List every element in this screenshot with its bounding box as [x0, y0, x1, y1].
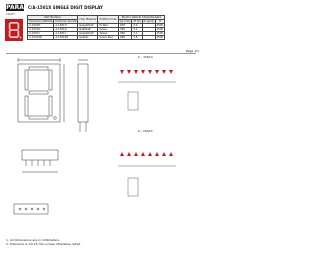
- pin-layout-drawing: [14, 204, 48, 214]
- table-cell: GaP/GaP: [78, 28, 98, 32]
- company-logo: PARA: [6, 4, 24, 11]
- table-cell: [142, 36, 155, 40]
- circuit-diagram-common-anode: [118, 129, 176, 166]
- table-cell: C-1501H: [28, 24, 54, 28]
- table-cell: Super Red: [98, 36, 119, 40]
- table-header-cell: Vf (V): [133, 20, 141, 23]
- table-header-cell: Part Number: [28, 16, 78, 20]
- diode-icon: [134, 70, 138, 74]
- table-cell: 2.1: [132, 32, 142, 36]
- spec-table: [27, 15, 165, 40]
- table-cell: 2.0: [132, 24, 142, 28]
- table-header-cell: Common Anode: [55, 20, 77, 23]
- front-view-drawing: [18, 58, 64, 122]
- table-cell: 565: [119, 28, 132, 32]
- diode-icon: [141, 70, 145, 74]
- table-cell: A-1501SR: [54, 36, 78, 40]
- table-header-cell: λp (nm): [120, 20, 131, 23]
- table-cell: 2000: [156, 24, 164, 27]
- note-line: 2. Tolerance is ±0.25 mm unless otherwise noted.: [6, 242, 82, 246]
- table-cell: Green: [98, 28, 119, 32]
- diode-icon: [127, 152, 131, 156]
- diode-icon: [148, 70, 152, 74]
- table-header-cell: Common Cathode: [29, 20, 53, 23]
- table-cell: 4000: [156, 36, 164, 39]
- table-cell: GaAsP/GaP: [78, 32, 98, 36]
- table-cell: C-1501G: [28, 28, 54, 32]
- diode-icon: [148, 152, 152, 156]
- table-cell: 2.1: [132, 28, 142, 32]
- table-cell: 635: [119, 24, 132, 28]
- table-cell: Hi.Red: [98, 24, 119, 28]
- diode-icon: [141, 152, 145, 156]
- table-cell: 585: [119, 32, 132, 36]
- diode-icon: [162, 152, 166, 156]
- diode-icon: [162, 70, 166, 74]
- table-header-cell: Chip Material: [78, 16, 98, 24]
- document-title: C/A-1501X SINGLE DIGIT DISPLAY: [28, 5, 103, 10]
- diode-icon: [155, 70, 159, 74]
- digit-display-image: [5, 19, 23, 41]
- table-header-cell: If: [155, 20, 165, 24]
- table-cell: A-1501H: [54, 24, 78, 28]
- segment-reference-figure: [128, 92, 138, 196]
- table-cell: 660: [119, 36, 132, 40]
- diagram-label: C - 1501X: [138, 55, 153, 59]
- table-cell: 1500: [156, 28, 164, 31]
- mechanical-drawing: [0, 54, 200, 236]
- bottom-view-drawing: [22, 150, 58, 172]
- table-cell: A-1501G: [54, 28, 78, 32]
- table-header-cell: Electro-Optical Characteristics: [119, 16, 165, 20]
- note-line: 1. All dimensions are in millimeters.: [6, 238, 60, 242]
- table-cell: A-1501Y: [54, 32, 78, 36]
- circuit-diagram-common-cathode: [118, 55, 176, 82]
- diode-icon: [134, 152, 138, 156]
- table-cell: 1500: [156, 32, 164, 35]
- diode-icon: [169, 70, 173, 74]
- side-view-drawing: [78, 60, 88, 132]
- company-logo-subtitle: LIGHT: [6, 12, 15, 16]
- diode-icon: [155, 152, 159, 156]
- table-header-cell: Iv (µcd): [143, 20, 154, 23]
- diode-icon: [120, 152, 124, 156]
- diode-icon: [120, 70, 124, 74]
- table-cell: Yellow: [98, 32, 119, 36]
- table-cell: 1.8: [132, 36, 142, 40]
- notes: [6, 238, 81, 246]
- diode-icon: [169, 152, 173, 156]
- table-cell: GaAsP/GaP: [78, 24, 98, 28]
- table-header-row: [28, 16, 165, 20]
- table-cell: C-1501Y: [28, 32, 54, 36]
- diagram-label: A - 1501X: [138, 129, 153, 133]
- table-cell: GaAlAs: [78, 36, 98, 40]
- table-header-cell: Emitted Color: [98, 16, 119, 24]
- seven-segment-icon: [5, 19, 23, 41]
- table-row: [28, 36, 165, 40]
- diode-icon: [127, 70, 131, 74]
- table-cell: C-1501SR: [28, 36, 54, 40]
- page-number: Page 1/1: [186, 49, 200, 53]
